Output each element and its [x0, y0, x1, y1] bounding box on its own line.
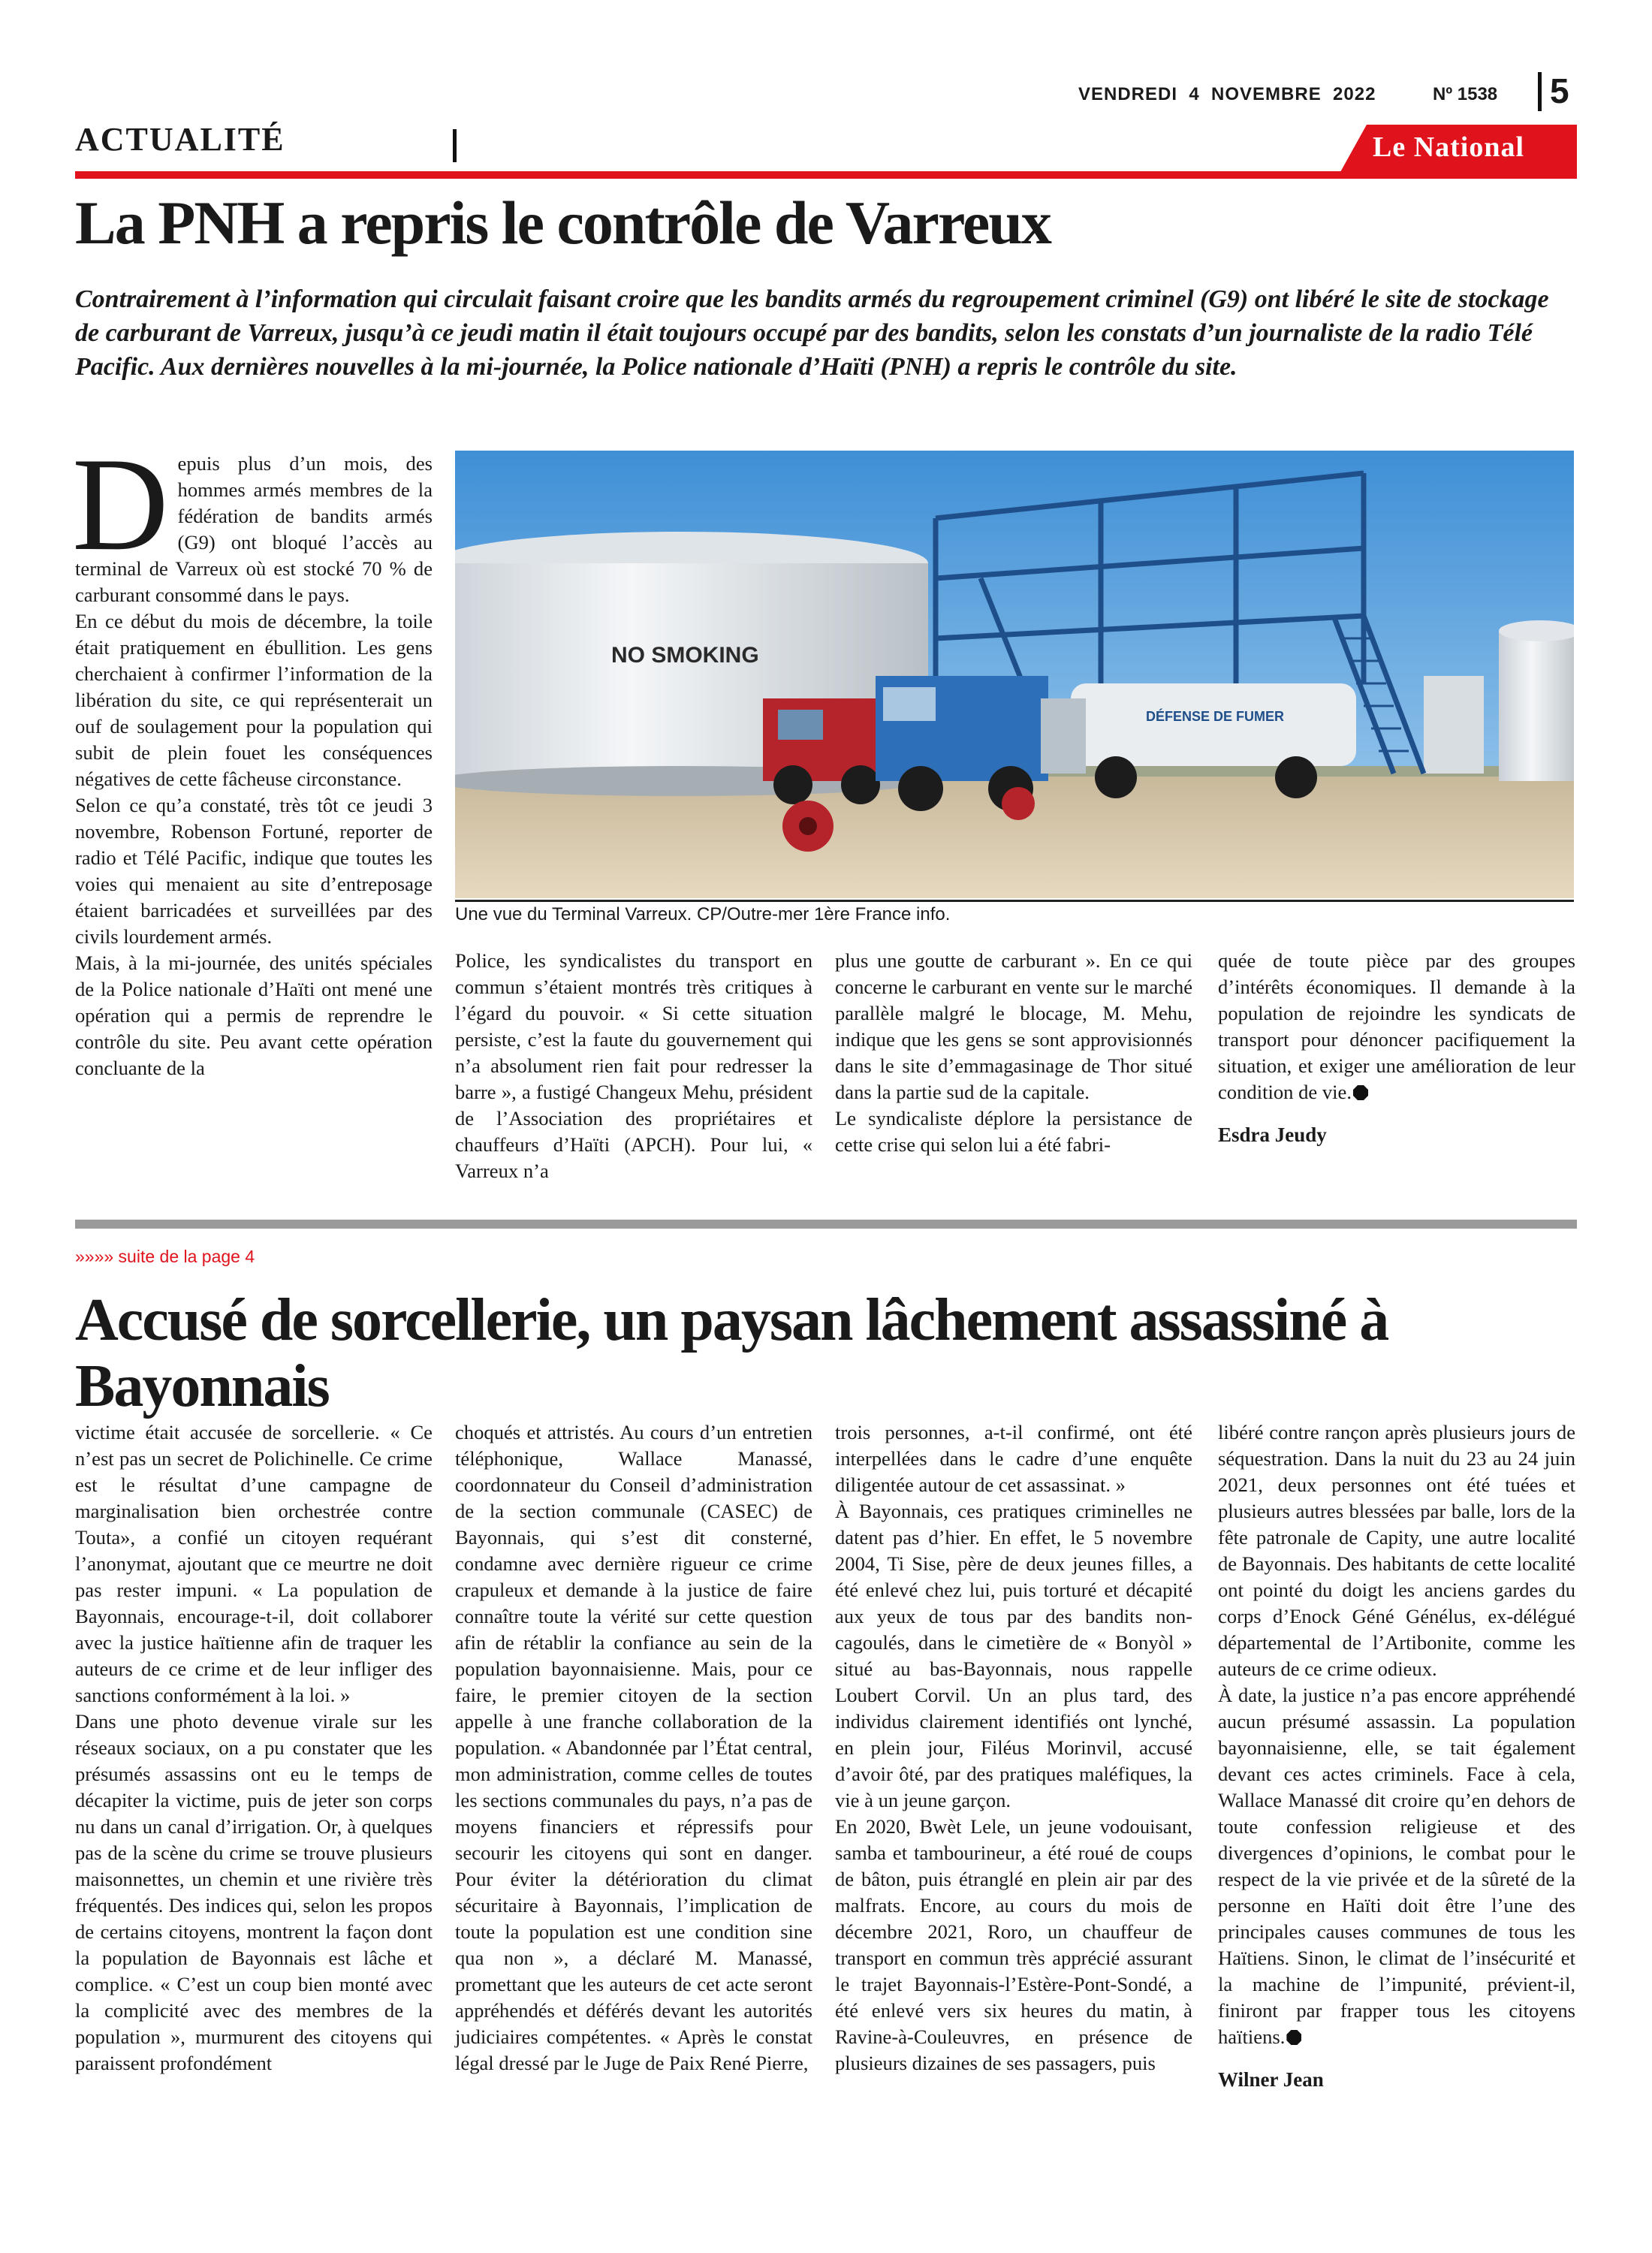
paragraph: Police, les syndicalistes du transport en commun s’étaient montrés très critiques à l’égard du pouvoir. « Si cette situation persiste, c’est la faute du gouvernement qui n’a absolument rien fait pour redresser la barre », a fustigé Changeux Mehu, président de l’Association des propriétaires et chauffeurs d’Haïti (APCH). Pour lui, « Varreux n’a [455, 949, 812, 1182]
paragraph-text: À date, la justice n’a pas encore appréhendé aucun présumé assassin. La population bayonnaisienne, elle, se tait également devant ces actes criminels. Face à cela, Wallace Manassé dit croire qu’en dehors de toute confession religieuse et des divergences d’opinions, le combat pour le respect de la vie privée et de la sûreté de la personne en Haïti doit être l’une des principales causes communes de tous les Haïtiens. Sinon, le climat de l’insécurité et la machine de l’impunité, prévient-il, finiront par frapper tous les citoyens haïtiens. [1218, 1684, 1575, 2048]
drop-cap: D [72, 430, 169, 578]
article1-col1 [72, 430, 433, 1081]
article1-col4 [1218, 948, 1575, 1148]
article1-headline: La PNH a repris le contrôle de Varreux [75, 189, 1051, 257]
paragraph: Dans une photo devenue virale sur les réseaux sociaux, on a pu constater que les présumés assassins ont eu le temps de décapiter la victime, puis de jeter son corps nu dans un canal d’irrigation. Or, à quelques pas de la scène du crime se trouve plusieurs maisonnettes, un chemin et une rivière très fréquentés. Des indices qui, selon les propos de certains citoyens, montrent la façon dont la population de Bayonnais est lâche et complice. « C’est un coup bien monté avec la complicité avec des membres de la population », murmurent des citoyens qui paraissent profondément [75, 1710, 433, 2074]
paragraph: Le syndicaliste déplore la persistance de cette crise qui selon lui a été fabri- [835, 1107, 1192, 1156]
paragraph: plus une goutte de carburant ». En ce qui concerne le carburant en vente sur le marché parallèle malgré le blocage, M. Mehu, indique que les gens se sont approvisionnés dans le site d’emmagasinage de Thor situé dans la partie sud de la capitale. [835, 949, 1192, 1103]
terminal-photo-illustration [455, 451, 1574, 898]
header-date: VENDREDI 4 NOVEMBRE 2022 [1078, 84, 1376, 104]
article1-author: Esdra Jeudy [1218, 1123, 1327, 1146]
end-mark-icon [1286, 2030, 1301, 2045]
article1-photo [455, 451, 1574, 898]
paragraph: libéré contre rançon après plusieurs jours de séquestration. Dans la nuit du 23 au 24 juin 2021, deux personnes ont été tuées et plusieurs autres blessées par balle, lors de la fête patronale de Capity, une autre localité de Bayonnais. Des habitants de cette localité ont pointé du doigt les anciens gardes du corps d’Enock Géné Génélus, ex-délégué départemental de l’Artibonite, comme les auteurs de ce crime odieux. [1218, 1421, 1575, 1680]
article2-col4 [1218, 1419, 1575, 2093]
header-divider [1538, 72, 1542, 111]
paragraph: trois personnes, a-t-il confirmé, ont été interpellées dans le cadre d’une enquête diligentée autour de cet assassinat. » [835, 1421, 1192, 1496]
paragraph: choqués et attristés. Au cours d’un entretien téléphonique, Wallace Manassé, coordonnateur du Conseil d’administration de la section communale (CASEC) de Bayonnais, qui s’est dit consterné, condamne avec dernière rigueur ce crime crapuleux et demande à la justice de faire connaître toute la vérité sur cette question afin de rétablir la confiance au sein de la population bayonnaisienne. Mais, pour ce faire, le premier citoyen de la section appelle à une franche collaboration de la population. « Abandonnée par l’État central, mon administration, comme celles de toutes les sections communales du pays, n’a pas de moyens financiers et répressifs pour secourir les citoyens qui sont en danger. Pour éviter la détérioration du climat sécuritaire à Bayonnais, l’implication de toute la population est une condition sine qua non », a déclaré M. Manassé, promettant que les auteurs de cet acte seront appréhendés et déférés devant les autorités judiciaires compétentes. « Après le constat légal dressé par le Juge de Paix René Pierre, [455, 1421, 812, 2074]
article-divider [75, 1220, 1577, 1229]
article2-col2 [455, 1419, 812, 2077]
paragraph: En ce début du mois de décembre, la toile était pratiquement en ébullition. Les gens cherchaient à confirmer l’information de la libération du site, ce qui représenterait un ouf de soulagement pour la population qui subit de plein fouet les conséquences négatives de cette fâcheuse circonstance. [75, 610, 433, 790]
paragraph [1218, 948, 1575, 1105]
caption-rule [455, 900, 1574, 902]
truck-text: DÉFENSE DE FUMER [1146, 709, 1285, 724]
page-number: 5 [1550, 71, 1569, 110]
paragraph: À Bayonnais, ces pratiques criminelles ne datent pas d’hier. En effet, le 5 novembre 2004, Ti Sise, père de deux jeunes filles, a été enlevé chez lui, puis torturé et décapité aux yeux de tous par des bandits non-cagoulés, dans le cimetière de « Bonyòl » situé au bas-Bayonnais, nous rappelle Loubert Corvil. Un an plus tard, des individus clairement identifiés ont lynché, en plein jour, Filéus Morinvil, accusé d’avoir ôté, par des pratiques maléfiques, la vie à un jeune garçon. [835, 1500, 1192, 1811]
paragraph: Selon ce qu’a constaté, très tôt ce jeudi 3 novembre, Robenson Fortuné, reporter de radio et Télé Pacific, indique que toutes les voies qui menaient au site d’entreposage étaient barricadées et surveillées par des civils lourdement armés. [75, 794, 433, 948]
section-tick [453, 129, 457, 162]
paragraph: En 2020, Bwèt Lele, un jeune vodouisant, samba et tambourineur, a été roué de coups de bâton, puis étranglé en plein air par des malfrats. Encore, au cours du mois de décembre 2021, Roro, un chauffeur de transport en commun très apprécié assurant le trajet Bayonnais-l’Estère-Pont-Sondé, a été enlevé vers six heures du matin, à Ravine-à-Couleuvres, en présence de plusieurs dizaines de ses passagers, puis [835, 1815, 1192, 2074]
article2-author: Wilner Jean [1218, 2068, 1324, 2091]
article1-col2 [455, 948, 812, 1184]
paragraph [1218, 1682, 1575, 2050]
paragraph-text: quée de toute pièce par des groupes d’intérêts économiques. Il demande à la population de rejoindre les syndicats de transport pour dénoncer pacifiquement la situation, et exiger une amélioration de leur condition de vie. [1218, 949, 1575, 1103]
end-mark-icon [1353, 1085, 1368, 1100]
sign-text: NO SMOKING [611, 643, 759, 668]
photo-caption: Une vue du Terminal Varreux. CP/Outre-mer 1ère France info. [455, 904, 951, 924]
article1-col3 [835, 948, 1192, 1158]
article2-col3 [835, 1419, 1192, 2077]
issue-number: Nº 1538 [1433, 84, 1498, 104]
paragraph: victime était accusée de sorcellerie. « Ce n’est pas un secret de Polichinelle. Ce crime est le résultat d’une campagne de marginalisation bien orchestrée contre Touta», a confié un citoyen requérant l’anonymat, ajoutant que ce meurtre ne doit pas rester impuni. « La population de Bayonnais, encourage-t-il, doit collaborer avec la justice haïtienne afin de traquer les auteurs de ce crime et de leur infliger des sanctions conformément à la loi. » [75, 1421, 433, 1706]
brand-name: Le National [1373, 131, 1525, 163]
article2-col1 [75, 1419, 433, 2077]
continuation-note: »»»» suite de la page 4 [75, 1247, 255, 1266]
paragraph: Mais, à la mi-journée, des unités spéciales de la Police nationale d’Haïti ont mené une opération qui a permis de reprendre le contrôle du site. Peu avant cette opération concluante de la [75, 952, 433, 1079]
paragraph: epuis plus d’un mois, des hommes armés membres de la fédération de bandits armés (G9) ont bloqué l’accès au terminal de Varreux où est stocké 70 % de carburant consommé dans le pays. [75, 452, 433, 606]
article1-lead: Contrairement à l’information qui circulait faisant croire que les bandits armés du regroupement criminel (G9) ont libéré le site de stockage de carburant de Varreux, jusqu’à ce jeudi matin il était toujours occupé par des bandits, selon les constats d’un journaliste de la radio Télé Pacific. Aux dernières nouvelles à la mi-journée, la Police nationale d’Haïti (PNH) a repris le contrôle du site. [75, 285, 1549, 381]
no-smoking-sign [611, 643, 759, 668]
section-title: ACTUALITÉ [75, 121, 285, 158]
article2-headline: Accusé de sorcellerie, un paysan lâchement assassiné à Bayonnais [75, 1287, 1388, 1419]
